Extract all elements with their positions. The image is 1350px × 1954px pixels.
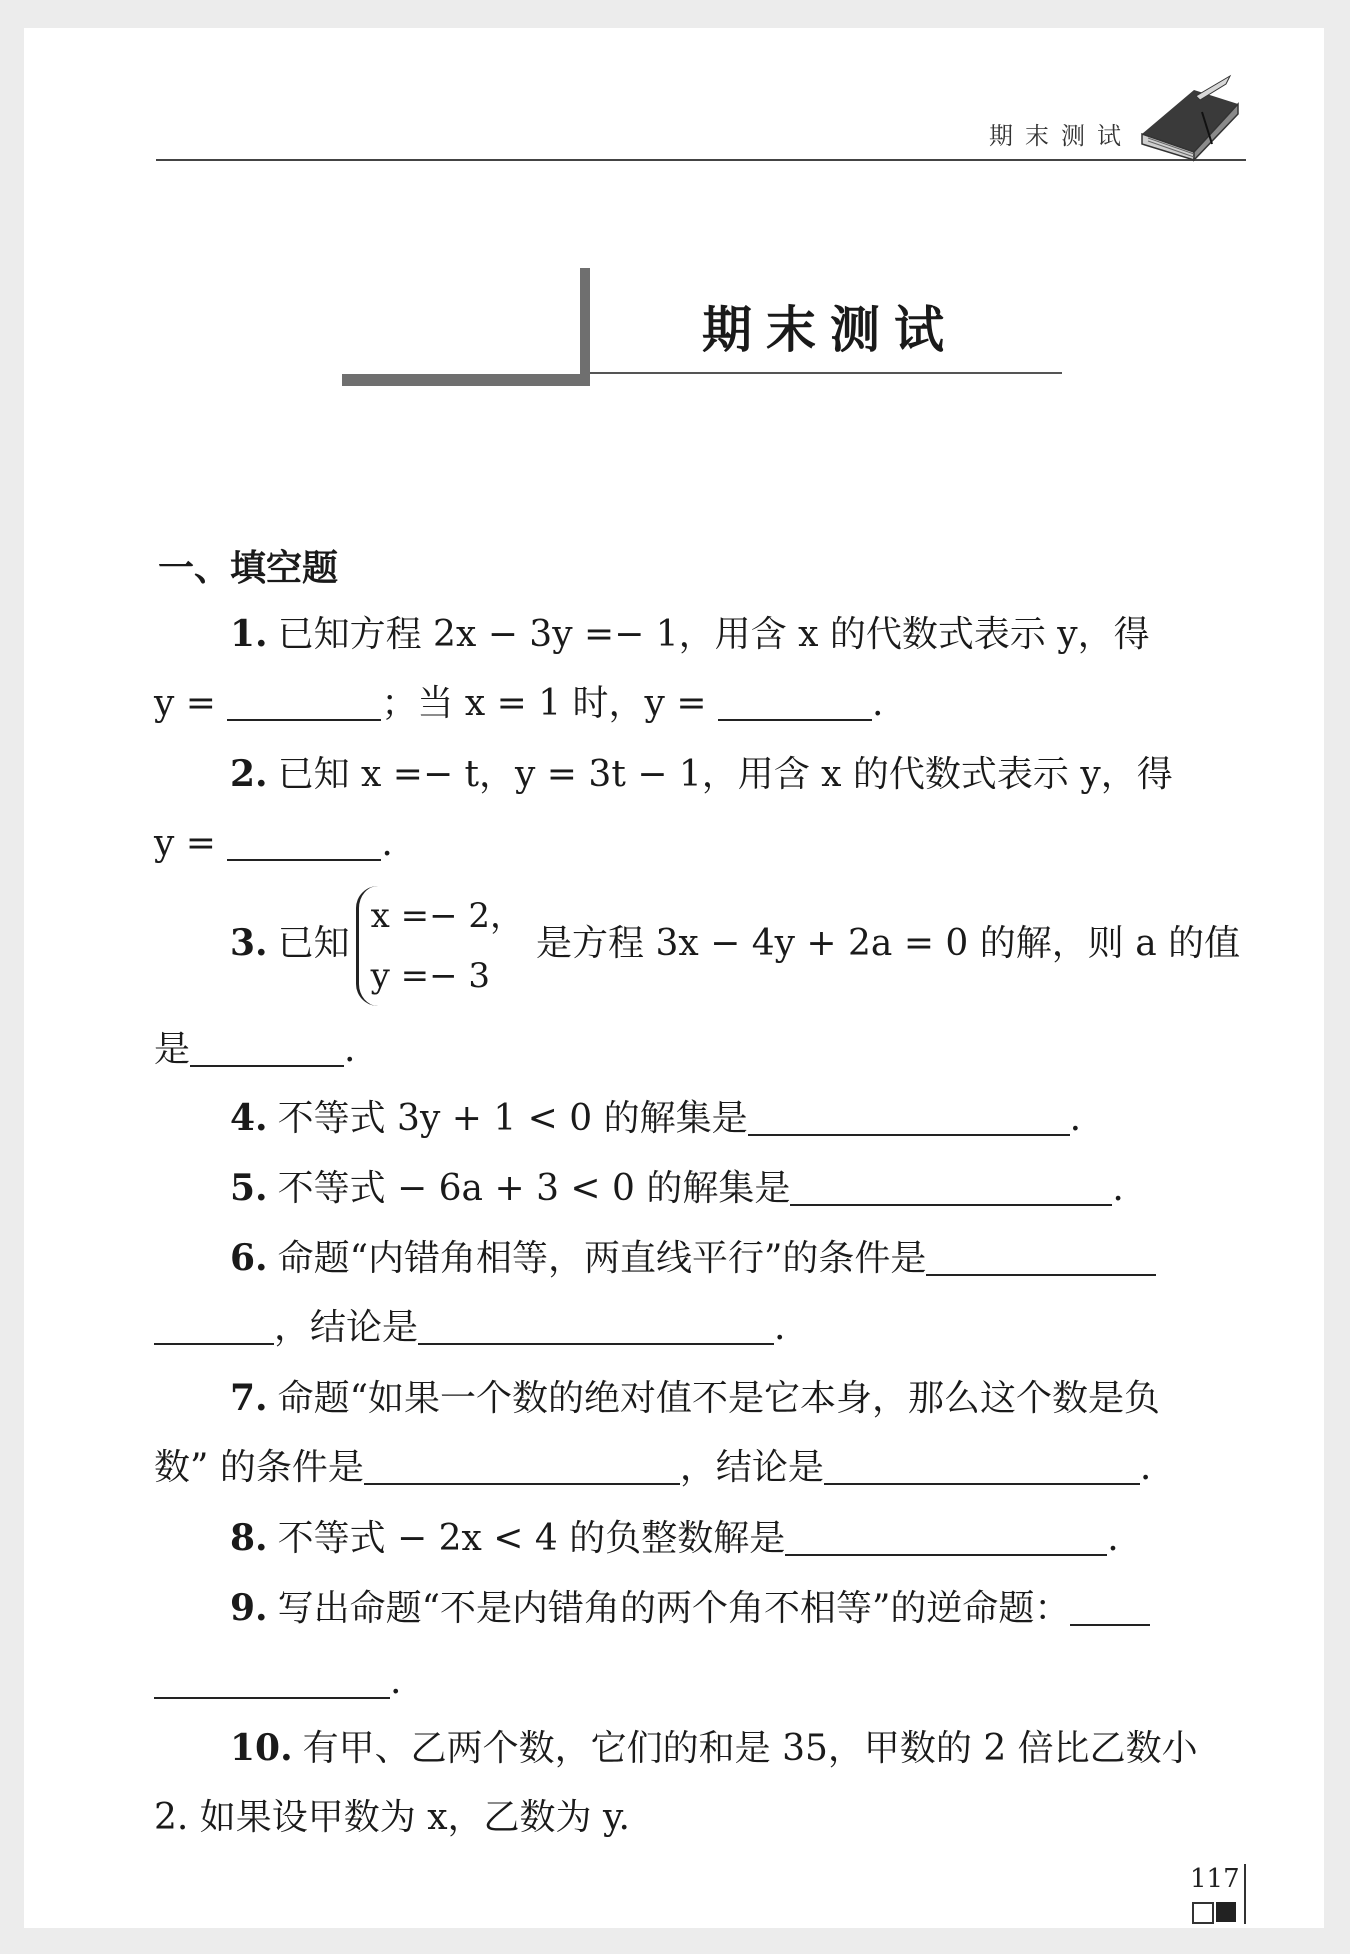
question-text: ，结论是 [274,1307,419,1348]
title-vertical-bar [580,268,590,386]
answer-blank [926,1238,1156,1276]
question-8 [154,1514,1322,1563]
question-text: . [871,683,884,724]
question-text: 写出命题“不是内错角的两个角不相等”的逆命题： [277,1588,1071,1629]
question-text: . [390,1661,402,1702]
question-number: 9. [230,1587,268,1629]
question-number: 3. [230,922,268,964]
question-text: 不等式 − 2x < 4 的负整数解是 [277,1518,786,1559]
question-text: 命题“如果一个数的绝对值不是它本身，那么这个数是负 [277,1378,1160,1419]
question-text: 已知方程 2x − 3y =− 1，用含 x 的代数式表示 y，得 [277,614,1150,655]
running-header: 期末测试 [989,122,1133,150]
answer-blank [1070,1588,1150,1626]
question-7-line-2 [154,1444,1246,1492]
question-6-line-2 [154,1304,1246,1352]
question-text: 不等式 − 6a + 3 < 0 的解集是 [277,1168,791,1209]
answer-blank [790,1168,1112,1206]
answer-blank [190,1029,344,1067]
answer-blank [154,1661,390,1699]
equation-system [356,886,530,1006]
question-9-line-1 [154,1584,1322,1633]
question-text: 2. 如果设甲数为 x，乙数为 y. [154,1797,630,1838]
question-text: 已知 [277,923,350,964]
question-text: . [774,1307,786,1348]
question-text: y = [154,823,216,864]
question-text: 是方程 3x − 4y + 2a = 0 的解，则 a 的值 [536,923,1241,964]
answer-blank [227,823,381,861]
question-number: 1. [230,613,268,655]
question-text: 是 [154,1029,191,1070]
question-text: . [344,1029,356,1070]
question-text: . [1112,1168,1124,1209]
question-3-line-2 [154,1026,1246,1074]
answer-blank [418,1307,774,1345]
section-title: 一、填空题 [158,548,339,589]
question-10-line-2 [154,1794,1246,1842]
question-text: . [1107,1518,1119,1559]
answer-blank [227,683,381,721]
answer-blank [154,1307,274,1345]
answer-blank [718,683,872,721]
answer-blank [824,1447,1140,1485]
question-1-line-2 [154,680,1246,728]
question-number: 7. [230,1377,268,1419]
question-1-line-1 [154,610,1322,659]
page-title: 期末测试 [702,301,958,359]
equation-2: y =− 3 [370,956,491,996]
answer-blank [748,1098,1070,1136]
question-9-line-2 [154,1658,1246,1706]
question-text: . [1139,1447,1152,1488]
question-text: . [381,823,393,864]
question-10-line-1 [154,1724,1322,1773]
footer-rule [1244,1864,1246,1924]
question-6-line-1 [154,1234,1322,1283]
question-5 [154,1164,1322,1213]
filled-square-icon [1216,1902,1236,1922]
question-text: 有甲、乙两个数，它们的和是 35，甲数的 2 倍比乙数小 [302,1728,1198,1769]
question-3-line-1 [154,886,1322,1006]
question-text: . [1069,1098,1082,1139]
question-number: 5. [230,1167,268,1209]
question-2-line-1 [154,750,1322,799]
answer-blank [364,1447,680,1485]
equation-1: x =− 2， [370,896,525,936]
question-number: 2. [230,753,268,795]
title-horizontal-bar [342,374,590,386]
question-7-line-1 [154,1374,1322,1423]
question-number: 8. [230,1517,268,1559]
book-icon [1134,64,1244,164]
question-text: y = [154,683,216,724]
question-text: 不等式 3y + 1 < 0 的解集是 [277,1098,748,1139]
page [24,28,1324,1928]
question-text: 数” 的条件是 [154,1447,364,1488]
header-rule [156,159,1246,161]
question-number: 10. [230,1727,293,1769]
question-number: 6. [230,1237,268,1279]
question-4 [154,1094,1322,1143]
title-block [342,268,1062,386]
page-number: 117 [1190,1864,1240,1894]
empty-square-icon [1192,1902,1214,1924]
title-underline [590,372,1062,374]
question-number: 4. [230,1097,268,1139]
question-2-line-2 [154,820,1246,868]
question-text: 已知 x =− t，y = 3t − 1，用含 x 的代数式表示 y，得 [277,754,1173,795]
question-text: ；当 x = 1 时，y = [381,683,707,724]
question-text: ，结论是 [679,1447,824,1488]
answer-blank [785,1518,1107,1556]
question-text: 命题“内错角相等，两直线平行”的条件是 [277,1238,927,1279]
